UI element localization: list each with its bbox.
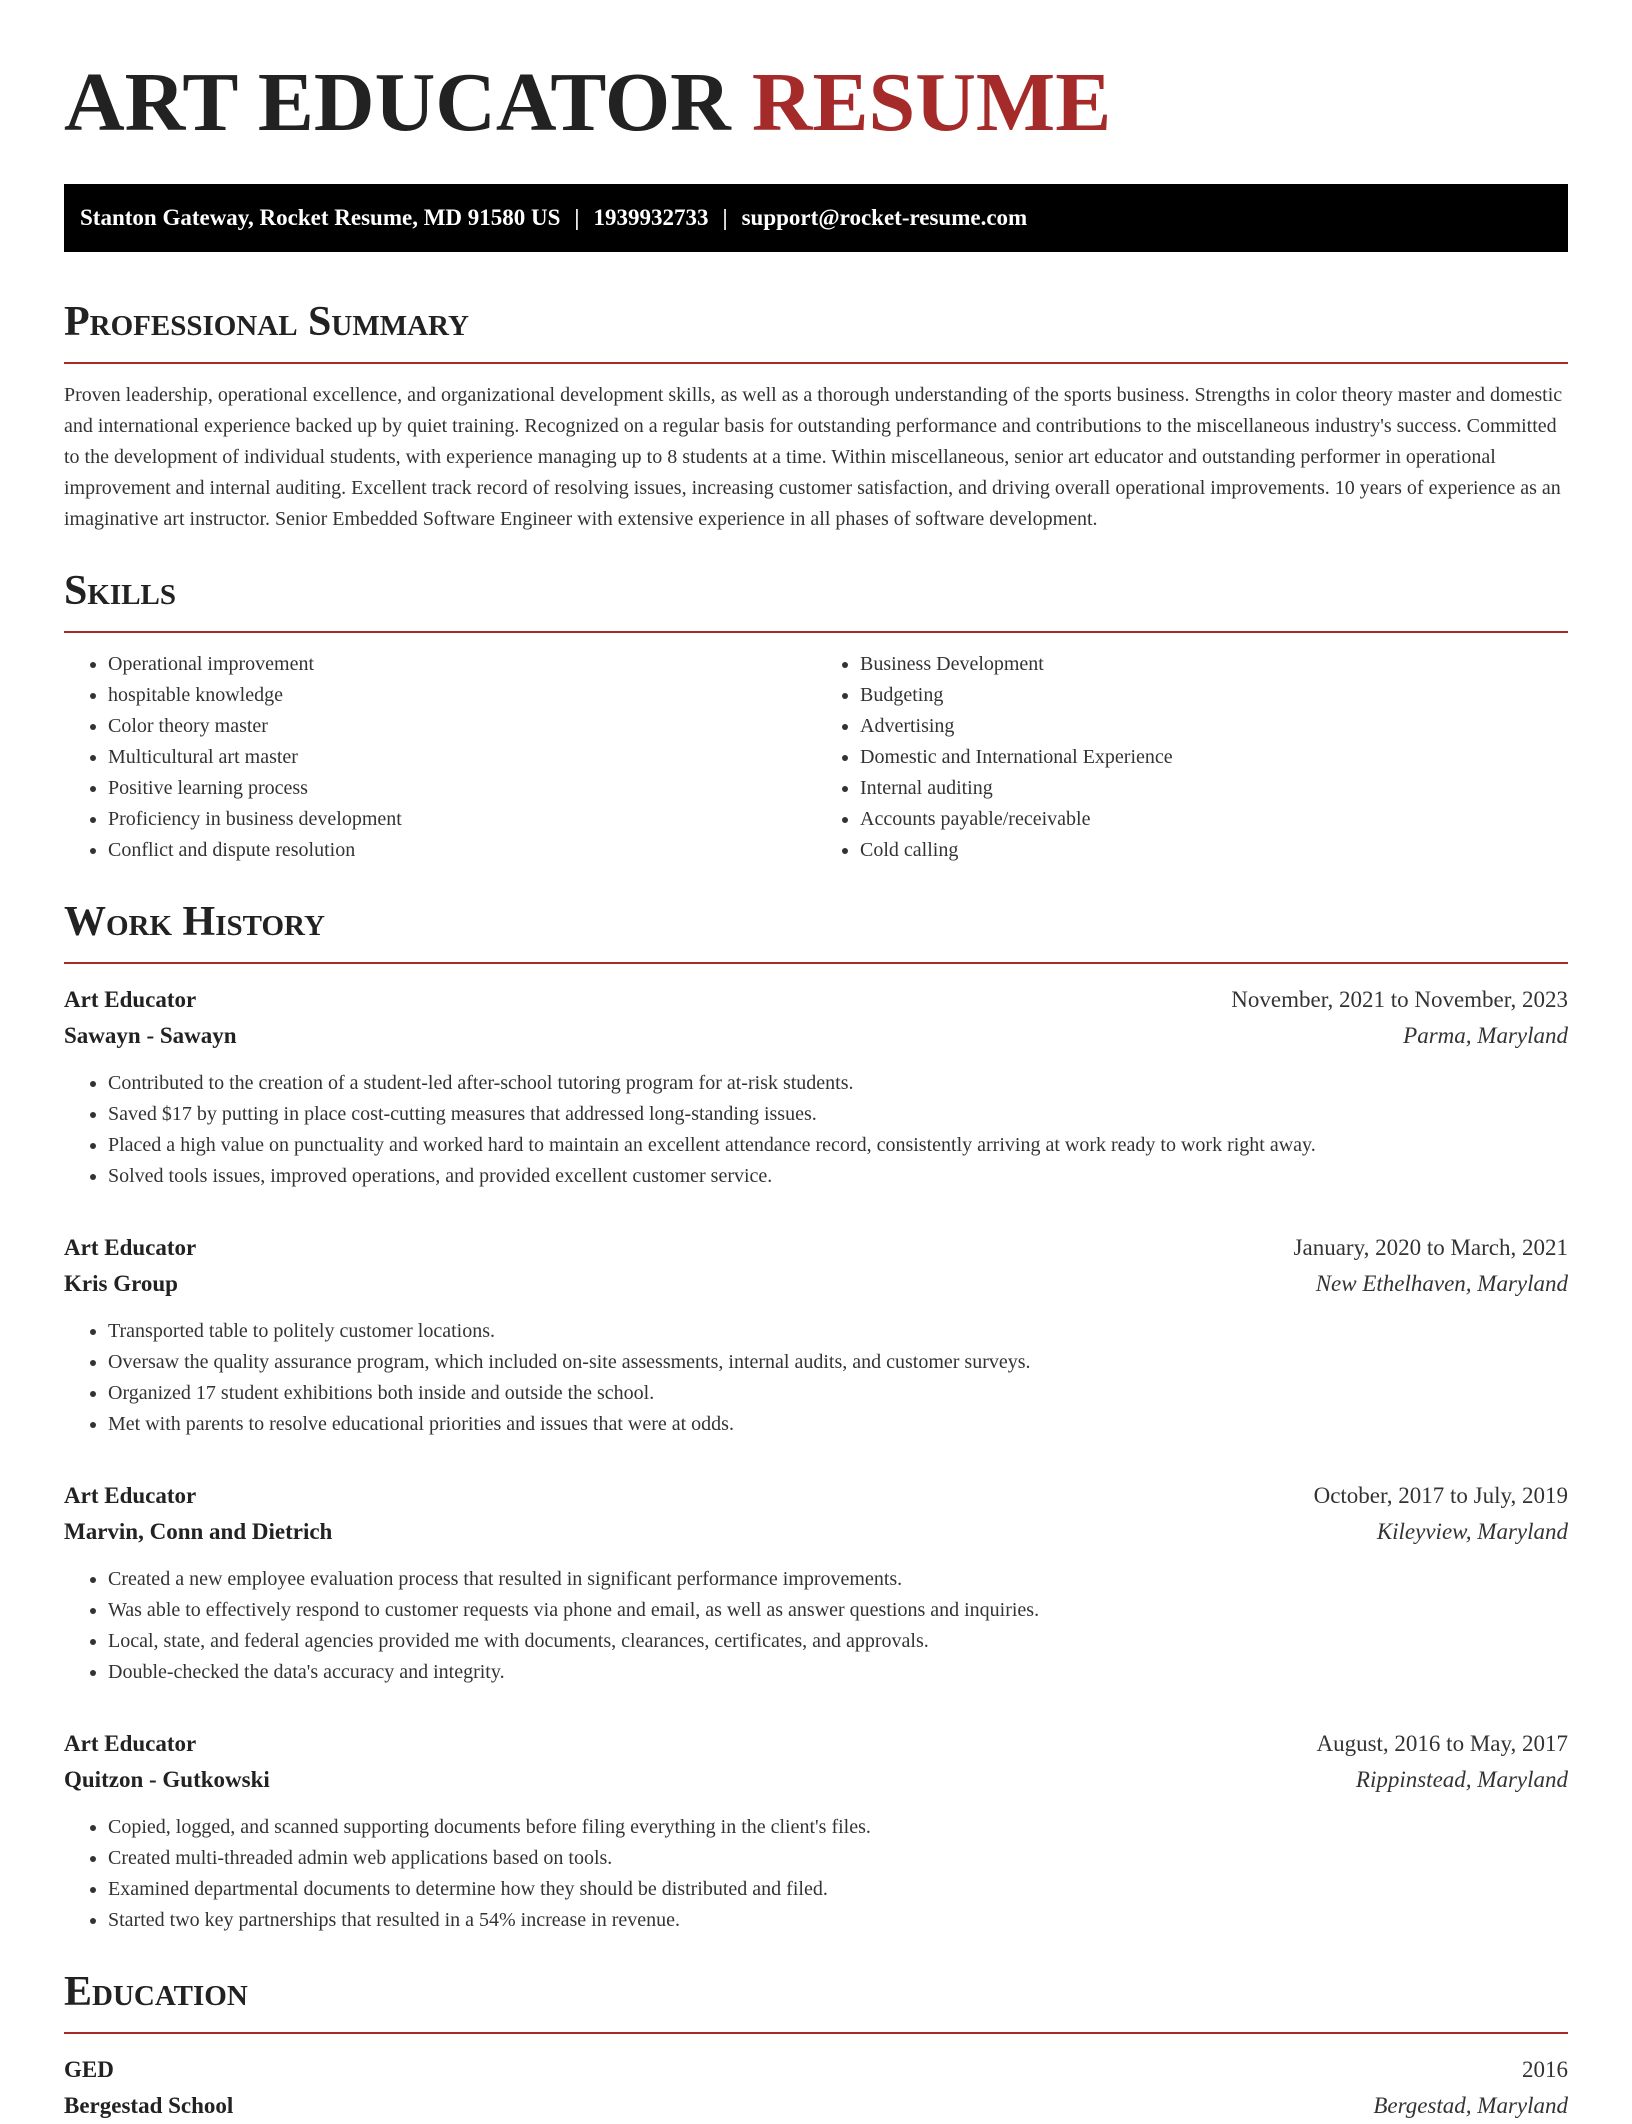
job-dates: August, 2016 to May, 2017 [1316,1731,1568,1756]
summary-text: Proven leadership, operational excellence, and organizational development skills, as well as a thorough understanding of the sports business. Strengths in color theory master and domestic and international experience backed up by quiet training. Recognized on a regular basis for outstanding performance and contributions to the miscellaneous industry's success. Committed to the development of individual students, with experience managing up to 8 students at a time. Within miscellaneous, senior art educator and outstanding performer in operational improvement and internal auditing. Excellent track record of resolving issues, increasing customer satisfaction, and driving overall operational improvements. 10 years of experience as an imaginative art instructor. Senior Embedded Software Engineer with extensive experience in all phases of software development. [64,384,1563,530]
education-entry [64,2052,1568,2124]
job-bullet: • Local, state, and federal agencies provided me with documents, clearances, certificates, and approvals. [108,1626,1568,1657]
education-heading: Education [64,1969,248,2015]
education-school: Bergestad School [64,2093,234,2118]
skill-item: • Positive learning process [108,773,816,804]
work-history-section [64,896,1568,1936]
job-title-row [64,1230,1568,1266]
skill-item: • Internal auditing [860,773,1568,804]
job-location: Rippinstead, Maryland [1355,1767,1568,1792]
skills-grid [64,649,1568,866]
job-bullet: • Copied, logged, and scanned supporting documents before filing everything in the client's files. [108,1812,1568,1843]
job-bullet: • Met with parents to resolve educational priorities and issues that were at odds. [108,1409,1568,1440]
skill-item: • Accounts payable/receivable [860,804,1568,835]
job-bullet: • Examined departmental documents to determine how they should be distributed and filed. [108,1874,1568,1905]
skills-section [64,565,1568,866]
job-location: New Ethelhaven, Maryland [1315,1271,1568,1296]
title-accent: RESUME [751,56,1112,149]
job-bullets [64,1812,1568,1936]
education-degree: GED [64,2057,114,2082]
job-title-row [64,1478,1568,1514]
job-title: Art Educator [64,1483,197,1508]
contact-email[interactable]: support@rocket-resume.com [741,205,1028,230]
summary-heading: Professional Summary [64,299,469,345]
skills-heading: Skills [64,568,177,614]
skill-item: • hospitable knowledge [108,680,816,711]
job-bullet: • Created a new employee evaluation process that resulted in significant performance improvements. [108,1564,1568,1595]
job-dates: October, 2017 to July, 2019 [1313,1483,1568,1508]
contact-phone[interactable]: 1939932733 [593,205,709,230]
education-location: Bergestad, Maryland [1373,2093,1568,2118]
contact-separator: | [722,205,728,230]
education-year: 2016 [1522,2057,1568,2082]
education-school-row [64,2088,1568,2124]
job-bullet: • Placed a high value on punctuality and worked hard to maintain an excellent attendance record, consistently arriving at work ready to work right away. [108,1130,1568,1161]
contact-bar [64,184,1568,252]
section-divider [64,962,1568,964]
job-company: Marvin, Conn and Dietrich [64,1519,333,1544]
job-company-row [64,1266,1568,1302]
education-section [64,1966,1568,2124]
job-location: Kileyview, Maryland [1376,1519,1568,1544]
job-bullet: • Double-checked the data's accuracy and integrity. [108,1657,1568,1688]
section-divider [64,362,1568,364]
section-divider [64,2032,1568,2034]
job-company-row [64,1018,1568,1054]
job-entry [64,1230,1568,1440]
job-company-row [64,1762,1568,1798]
skill-item: • Business Development [860,649,1568,680]
job-title: Art Educator [64,1235,197,1260]
job-bullet: • Organized 17 student exhibitions both inside and outside the school. [108,1378,1568,1409]
job-title: Art Educator [64,1731,197,1756]
job-bullets [64,1564,1568,1688]
job-bullet: • Solved tools issues, improved operations, and provided excellent customer service. [108,1161,1568,1192]
job-location: Parma, Maryland [1403,1023,1568,1048]
job-company: Quitzon - Gutkowski [64,1767,270,1792]
skill-item: • Budgeting [860,680,1568,711]
job-bullets [64,1316,1568,1440]
job-company-row [64,1514,1568,1550]
job-company: Kris Group [64,1271,178,1296]
skill-item: • Multicultural art master [108,742,816,773]
job-bullet: • Saved $17 by putting in place cost-cutting measures that addressed long-standing issues. [108,1099,1568,1130]
summary-section [64,296,1568,535]
job-title-row [64,982,1568,1018]
skill-item: • Proficiency in business development [108,804,816,835]
job-bullet: • Was able to effectively respond to customer requests via phone and email, as well as answer questions and inquiries. [108,1595,1568,1626]
skill-item: • Color theory master [108,711,816,742]
resume-title [64,0,1568,150]
job-dates: November, 2021 to November, 2023 [1231,987,1568,1012]
skill-item: • Cold calling [860,835,1568,866]
title-main: ART EDUCATOR [64,56,731,149]
skills-column-right [816,649,1568,866]
job-entry [64,1478,1568,1688]
job-bullet: • Oversaw the quality assurance program, which included on-site assessments, internal audits, and customer surveys. [108,1347,1568,1378]
job-company: Sawayn - Sawayn [64,1023,237,1048]
job-entry [64,1726,1568,1936]
skill-item: • Advertising [860,711,1568,742]
skill-item: • Conflict and dispute resolution [108,835,816,866]
skill-item: • Domestic and International Experience [860,742,1568,773]
skill-item: • Operational improvement [108,649,816,680]
job-entry [64,982,1568,1192]
job-bullet: • Transported table to politely customer locations. [108,1316,1568,1347]
job-bullet: • Created multi-threaded admin web applications based on tools. [108,1843,1568,1874]
job-dates: January, 2020 to March, 2021 [1293,1235,1568,1260]
job-title: Art Educator [64,987,197,1012]
job-bullet: • Contributed to the creation of a student-led after-school tutoring program for at-risk students. [108,1068,1568,1099]
skills-column-left [64,649,816,866]
job-title-row [64,1726,1568,1762]
contact-address: Stanton Gateway, Rocket Resume, MD 91580 US [80,205,561,230]
job-bullets [64,1068,1568,1192]
section-divider [64,631,1568,633]
contact-separator: | [574,205,580,230]
job-bullet: • Started two key partnerships that resulted in a 54% increase in revenue. [108,1905,1568,1936]
education-degree-row [64,2052,1568,2088]
work-history-heading: Work History [64,899,325,945]
